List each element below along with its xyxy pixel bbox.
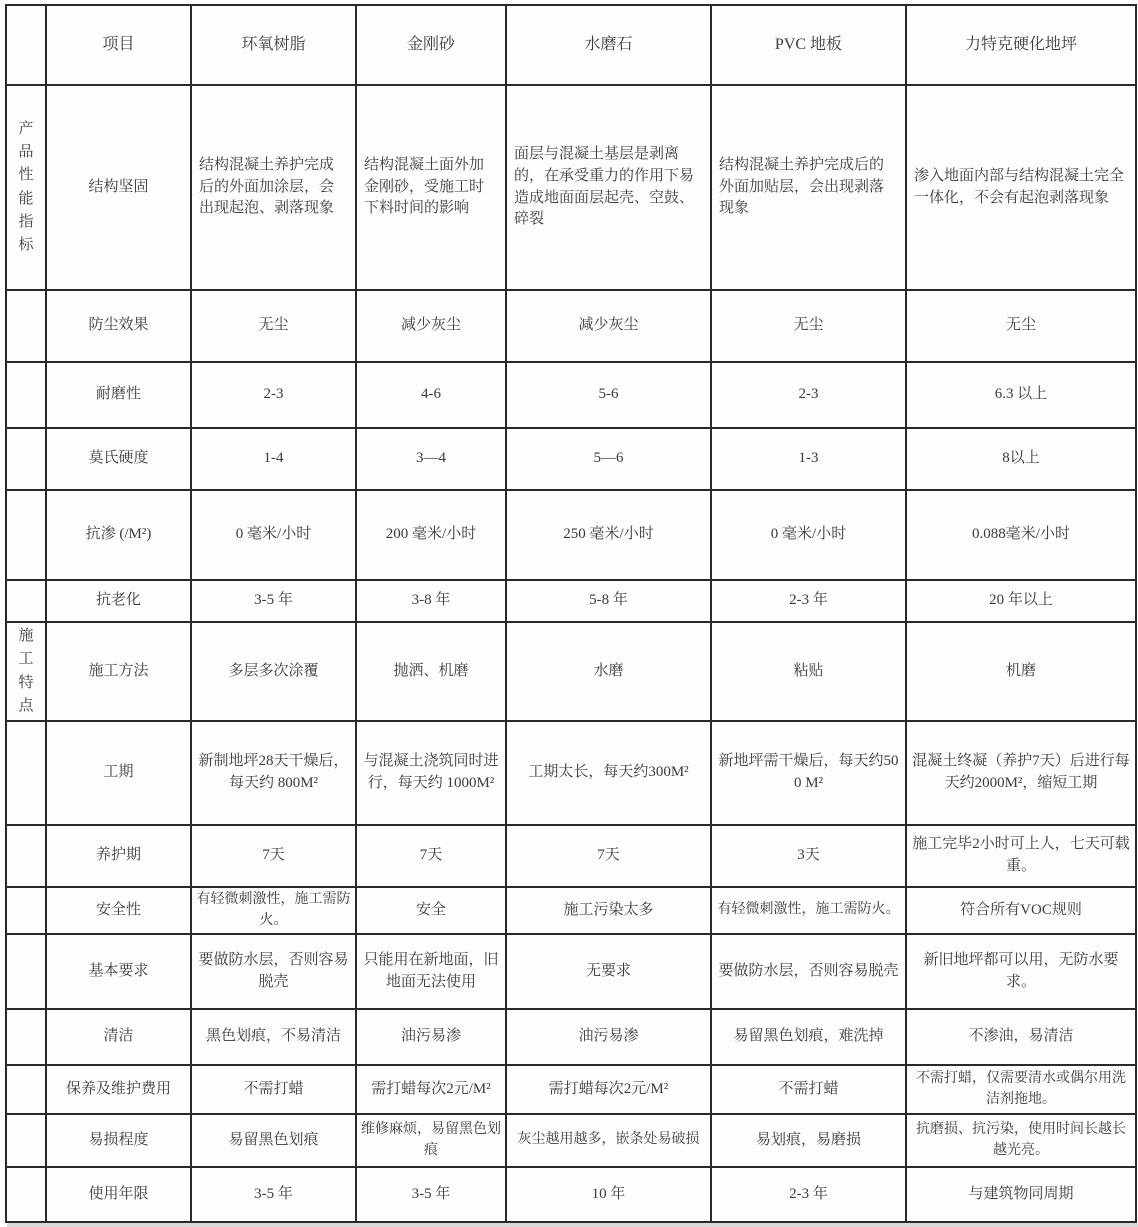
cell-clean-epoxy: 黑色划痕，不易清洁 [191, 1009, 356, 1065]
cell-mohs-epoxy: 1-4 [191, 428, 356, 490]
group-cell-empty [6, 721, 46, 825]
col-header-emery: 金刚砂 [356, 5, 506, 85]
cell-method-terrazzo: 水磨 [506, 622, 711, 721]
cell-aging-emery: 3-8 年 [356, 580, 506, 622]
table-row-mohs-hardness [6, 428, 1136, 490]
cell-curing-epoxy: 7天 [191, 825, 356, 887]
cell-safety-terrazzo: 施工污染太多 [506, 887, 711, 934]
row-label: 易损程度 [46, 1114, 191, 1167]
table-row-aging-resistance [6, 580, 1136, 622]
group-cell-empty [6, 1114, 46, 1167]
cell-maint-pvc: 不需打蜡 [711, 1065, 906, 1114]
scan-edge-shadow [7, 1223, 1138, 1227]
cell-life-emery: 3-5 年 [356, 1167, 506, 1222]
row-label: 工期 [46, 721, 191, 825]
row-label: 抗渗 (/M²) [46, 490, 191, 580]
group-cell-construction [6, 622, 46, 721]
table-row-construction-method [6, 622, 1136, 721]
cell-mohs-litek: 8以上 [906, 428, 1136, 490]
group-cell-empty [6, 1167, 46, 1222]
cell-curing-emery: 7天 [356, 825, 506, 887]
group-label-performance: 产品性能指标 [18, 120, 34, 253]
group-cell-empty [6, 428, 46, 490]
cell-vuln-pvc: 易划痕，易磨损 [711, 1114, 906, 1167]
cell-life-pvc: 2-3 年 [711, 1167, 906, 1222]
cell-wear-terrazzo: 5-6 [506, 362, 711, 428]
cell-duration-litek: 混凝土终凝（养护7天）后进行每天约2000M²，缩短工期 [906, 721, 1136, 825]
col-header-terrazzo: 水磨石 [506, 5, 711, 85]
cell-vuln-emery: 维修麻烦，易留黑色划痕 [356, 1114, 506, 1167]
cell-duration-terrazzo: 工期太长，每天约300M² [506, 721, 711, 825]
cell-req-pvc: 要做防水层，否则容易脱壳 [711, 934, 906, 1009]
cell-method-epoxy: 多层多次涂覆 [191, 622, 356, 721]
table-row-wear-resistance [6, 362, 1136, 428]
cell-dustproof-litek: 无尘 [906, 290, 1136, 362]
col-header-epoxy-resin: 环氧树脂 [191, 5, 356, 85]
cell-safety-emery: 安全 [356, 887, 506, 934]
group-cell-empty [6, 362, 46, 428]
cell-wear-pvc: 2-3 [711, 362, 906, 428]
cell-curing-pvc: 3天 [711, 825, 906, 887]
cell-mohs-emery: 3—4 [356, 428, 506, 490]
table-row-cleaning [6, 1009, 1136, 1065]
cell-life-terrazzo: 10 年 [506, 1167, 711, 1222]
cell-safety-epoxy: 有轻微刺激性，施工需防火。 [191, 887, 356, 934]
cell-dustproof-terrazzo: 减少灰尘 [506, 290, 711, 362]
table-row-duration [6, 721, 1136, 825]
cell-wear-emery: 4-6 [356, 362, 506, 428]
cell-vuln-litek: 抗磨损、抗污染，使用时间长越长越光亮。 [906, 1114, 1136, 1167]
table-row-dustproof [6, 290, 1136, 362]
group-cell-empty [6, 490, 46, 580]
row-label: 防尘效果 [46, 290, 191, 362]
cell-safety-litek: 符合所有VOC规则 [906, 887, 1136, 934]
cell-clean-pvc: 易留黑色划痕，难洗掉 [711, 1009, 906, 1065]
cell-mohs-terrazzo: 5—6 [506, 428, 711, 490]
cell-imperm-epoxy: 0 毫米/小时 [191, 490, 356, 580]
cell-req-epoxy: 要做防水层，否则容易脱壳 [191, 934, 356, 1009]
row-label: 使用年限 [46, 1167, 191, 1222]
cell-imperm-emery: 200 毫米/小时 [356, 490, 506, 580]
row-label: 莫氏硬度 [46, 428, 191, 490]
row-label: 保养及维护费用 [46, 1065, 191, 1114]
table-row-maintenance-cost [6, 1065, 1136, 1114]
cell-structure-pvc: 结构混凝土养护完成后的外面加贴层，会出现剥落现象 [711, 85, 906, 290]
cell-aging-litek: 20 年以上 [906, 580, 1136, 622]
col-header-pvc-floor: PVC 地板 [711, 5, 906, 85]
group-cell-empty [6, 825, 46, 887]
cell-clean-terrazzo: 油污易渗 [506, 1009, 711, 1065]
table-row-basic-requirements [6, 934, 1136, 1009]
col-header-litek-hardened-floor: 力特克硬化地坪 [906, 5, 1136, 85]
group-cell-empty [6, 1065, 46, 1114]
cell-vuln-terrazzo: 灰尘越用越多，嵌条处易破损 [506, 1114, 711, 1167]
cell-vuln-epoxy: 易留黑色划痕 [191, 1114, 356, 1167]
table-row-structure [6, 85, 1136, 290]
cell-mohs-pvc: 1-3 [711, 428, 906, 490]
group-cell-performance [6, 85, 46, 290]
group-label-construction: 施工特点 [18, 628, 34, 714]
cell-clean-emery: 油污易渗 [356, 1009, 506, 1065]
group-cell-empty [6, 290, 46, 362]
table-row-impermeability [6, 490, 1136, 580]
cell-structure-terrazzo: 面层与混凝土基层是剥离的，在承受重力的作用下易造成地面面层起壳、空鼓、碎裂 [506, 85, 711, 290]
cell-safety-pvc: 有轻微刺激性，施工需防火。 [711, 887, 906, 934]
table-row-vulnerability [6, 1114, 1136, 1167]
cell-aging-pvc: 2-3 年 [711, 580, 906, 622]
cell-structure-emery: 结构混凝土面外加金刚砂，受施工时下料时间的影响 [356, 85, 506, 290]
cell-maint-terrazzo: 需打蜡每次2元/M² [506, 1065, 711, 1114]
cell-req-emery: 只能用在新地面，旧地面无法使用 [356, 934, 506, 1009]
table-header-row [6, 5, 1136, 85]
cell-duration-epoxy: 新制地坪28天干燥后，每天约 800M² [191, 721, 356, 825]
cell-method-litek: 机磨 [906, 622, 1136, 721]
cell-aging-epoxy: 3-5 年 [191, 580, 356, 622]
table-row-curing-period [6, 825, 1136, 887]
row-label: 安全性 [46, 887, 191, 934]
cell-maint-litek: 不需打蜡，仅需要清水或偶尔用洗洁剂拖地。 [906, 1065, 1136, 1114]
group-cell-empty [6, 1009, 46, 1065]
table-row-service-life [6, 1167, 1136, 1222]
cell-maint-emery: 需打蜡每次2元/M² [356, 1065, 506, 1114]
cell-req-terrazzo: 无要求 [506, 934, 711, 1009]
cell-req-litek: 新旧地坪都可以用，无防水要求。 [906, 934, 1136, 1009]
cell-method-pvc: 粘贴 [711, 622, 906, 721]
corner-cell [6, 5, 46, 85]
cell-curing-terrazzo: 7天 [506, 825, 711, 887]
row-label: 养护期 [46, 825, 191, 887]
cell-life-epoxy: 3-5 年 [191, 1167, 356, 1222]
cell-method-emery: 抛洒、机磨 [356, 622, 506, 721]
cell-dustproof-epoxy: 无尘 [191, 290, 356, 362]
cell-clean-litek: 不渗油，易清洁 [906, 1009, 1136, 1065]
row-label: 耐磨性 [46, 362, 191, 428]
cell-imperm-litek: 0.088毫米/小时 [906, 490, 1136, 580]
cell-aging-terrazzo: 5-8 年 [506, 580, 711, 622]
cell-structure-epoxy: 结构混凝土养护完成后的外面加涂层，会出现起泡、剥落现象 [191, 85, 356, 290]
cell-imperm-terrazzo: 250 毫米/小时 [506, 490, 711, 580]
row-label: 基本要求 [46, 934, 191, 1009]
group-cell-empty [6, 580, 46, 622]
flooring-comparison-table [5, 4, 1137, 1223]
cell-dustproof-pvc: 无尘 [711, 290, 906, 362]
cell-duration-emery: 与混凝土浇筑同时进行，每天约 1000M² [356, 721, 506, 825]
cell-structure-litek: 渗入地面内部与结构混凝土完全一体化，不会有起泡剥落现象 [906, 85, 1136, 290]
group-cell-empty [6, 934, 46, 1009]
cell-maint-epoxy: 不需打蜡 [191, 1065, 356, 1114]
row-label: 抗老化 [46, 580, 191, 622]
row-label: 施工方法 [46, 622, 191, 721]
cell-dustproof-emery: 减少灰尘 [356, 290, 506, 362]
cell-wear-litek: 6.3 以上 [906, 362, 1136, 428]
cell-life-litek: 与建筑物同周期 [906, 1167, 1136, 1222]
row-label: 结构坚固 [46, 85, 191, 290]
cell-duration-pvc: 新地坪需干燥后，每天约500 M² [711, 721, 906, 825]
table-row-safety [6, 887, 1136, 934]
cell-curing-litek: 施工完毕2小时可上人，七天可载重。 [906, 825, 1136, 887]
col-header-item: 项目 [46, 5, 191, 85]
cell-wear-epoxy: 2-3 [191, 362, 356, 428]
group-cell-empty [6, 887, 46, 934]
cell-imperm-pvc: 0 毫米/小时 [711, 490, 906, 580]
row-label: 清洁 [46, 1009, 191, 1065]
